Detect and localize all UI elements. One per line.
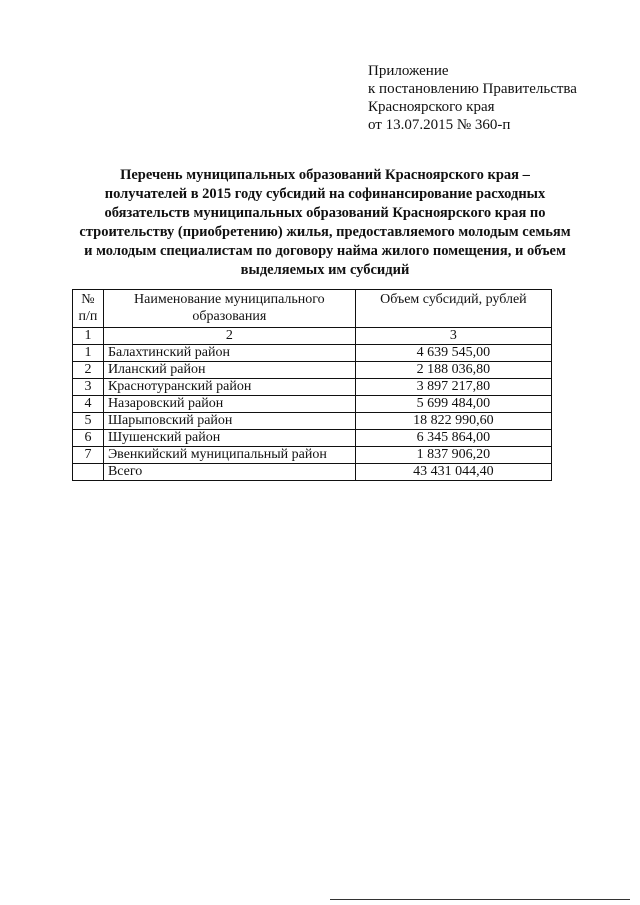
column-index-2: 2 xyxy=(103,328,355,345)
title-line-2: получателей в 2015 году субсидий на софинансирование расходных xyxy=(104,186,546,202)
appendix-line-1: Приложение xyxy=(368,63,449,79)
appendix-line-2: к постановлению Правительства xyxy=(368,81,577,97)
title-line-6: выделяемых им субсидий xyxy=(240,262,410,278)
municipality-name: Краснотуранский район xyxy=(103,379,355,396)
title-line-5: и молодым специалистам по договору найма жилого помещения, и объем xyxy=(84,243,566,259)
title-line-1: Перечень муниципальных образований Красноярского края – xyxy=(120,167,530,183)
table-row xyxy=(73,362,552,379)
row-number: 7 xyxy=(73,447,104,464)
table-row xyxy=(73,413,552,430)
subsidy-amount: 5 699 484,00 xyxy=(355,396,551,413)
subsidy-amount: 6 345 864,00 xyxy=(355,430,551,447)
table-row xyxy=(73,430,552,447)
row-number: 2 xyxy=(73,362,104,379)
table-row xyxy=(73,379,552,396)
municipality-name: Шушенский район xyxy=(103,430,355,447)
bottom-rule-line xyxy=(330,899,630,900)
column-index-row xyxy=(73,328,552,345)
subsidy-amount: 18 822 990,60 xyxy=(355,413,551,430)
row-number: 3 xyxy=(73,379,104,396)
title-line-4: строительству (приобретению) жилья, предоставляемого молодым семьям xyxy=(79,224,571,240)
appendix-line-4: от 13.07.2015 № 360-п xyxy=(368,117,511,133)
row-number: 4 xyxy=(73,396,104,413)
total-amount: 43 431 044,40 xyxy=(355,464,551,481)
subsidy-table xyxy=(72,289,552,481)
table-header-row xyxy=(73,290,552,328)
header-number-line-1: № xyxy=(81,292,95,307)
title-line-3: обязательств муниципальных образований Красноярского края по xyxy=(104,205,546,221)
header-number xyxy=(73,290,104,328)
header-name-line-1: Наименование муниципального xyxy=(134,292,325,307)
column-index-3: 3 xyxy=(355,328,551,345)
row-number: 1 xyxy=(73,345,104,362)
municipality-name: Назаровский район xyxy=(103,396,355,413)
row-number: 5 xyxy=(73,413,104,430)
column-index-1: 1 xyxy=(73,328,104,345)
table-row xyxy=(73,396,552,413)
subsidy-amount: 4 639 545,00 xyxy=(355,345,551,362)
header-sum xyxy=(355,290,551,328)
header-name xyxy=(103,290,355,328)
subsidy-amount: 2 188 036,80 xyxy=(355,362,551,379)
municipality-name: Эвенкийский муниципальный район xyxy=(103,447,355,464)
document-title xyxy=(70,166,580,280)
subsidy-amount: 3 897 217,80 xyxy=(355,379,551,396)
total-label: Всего xyxy=(103,464,355,481)
subsidy-amount: 1 837 906,20 xyxy=(355,447,551,464)
municipality-name: Иланский район xyxy=(103,362,355,379)
municipality-name: Шарыповский район xyxy=(103,413,355,430)
table-row xyxy=(73,447,552,464)
appendix-header xyxy=(368,62,577,134)
total-row xyxy=(73,464,552,481)
total-number-cell xyxy=(73,464,104,481)
appendix-line-3: Красноярского края xyxy=(368,99,495,115)
table-row xyxy=(73,345,552,362)
row-number: 6 xyxy=(73,430,104,447)
header-name-line-2: образования xyxy=(192,309,267,324)
header-number-line-2: п/п xyxy=(78,309,98,324)
header-sum-text: Объем субсидий, рублей xyxy=(380,292,527,307)
municipality-name: Балахтинский район xyxy=(103,345,355,362)
